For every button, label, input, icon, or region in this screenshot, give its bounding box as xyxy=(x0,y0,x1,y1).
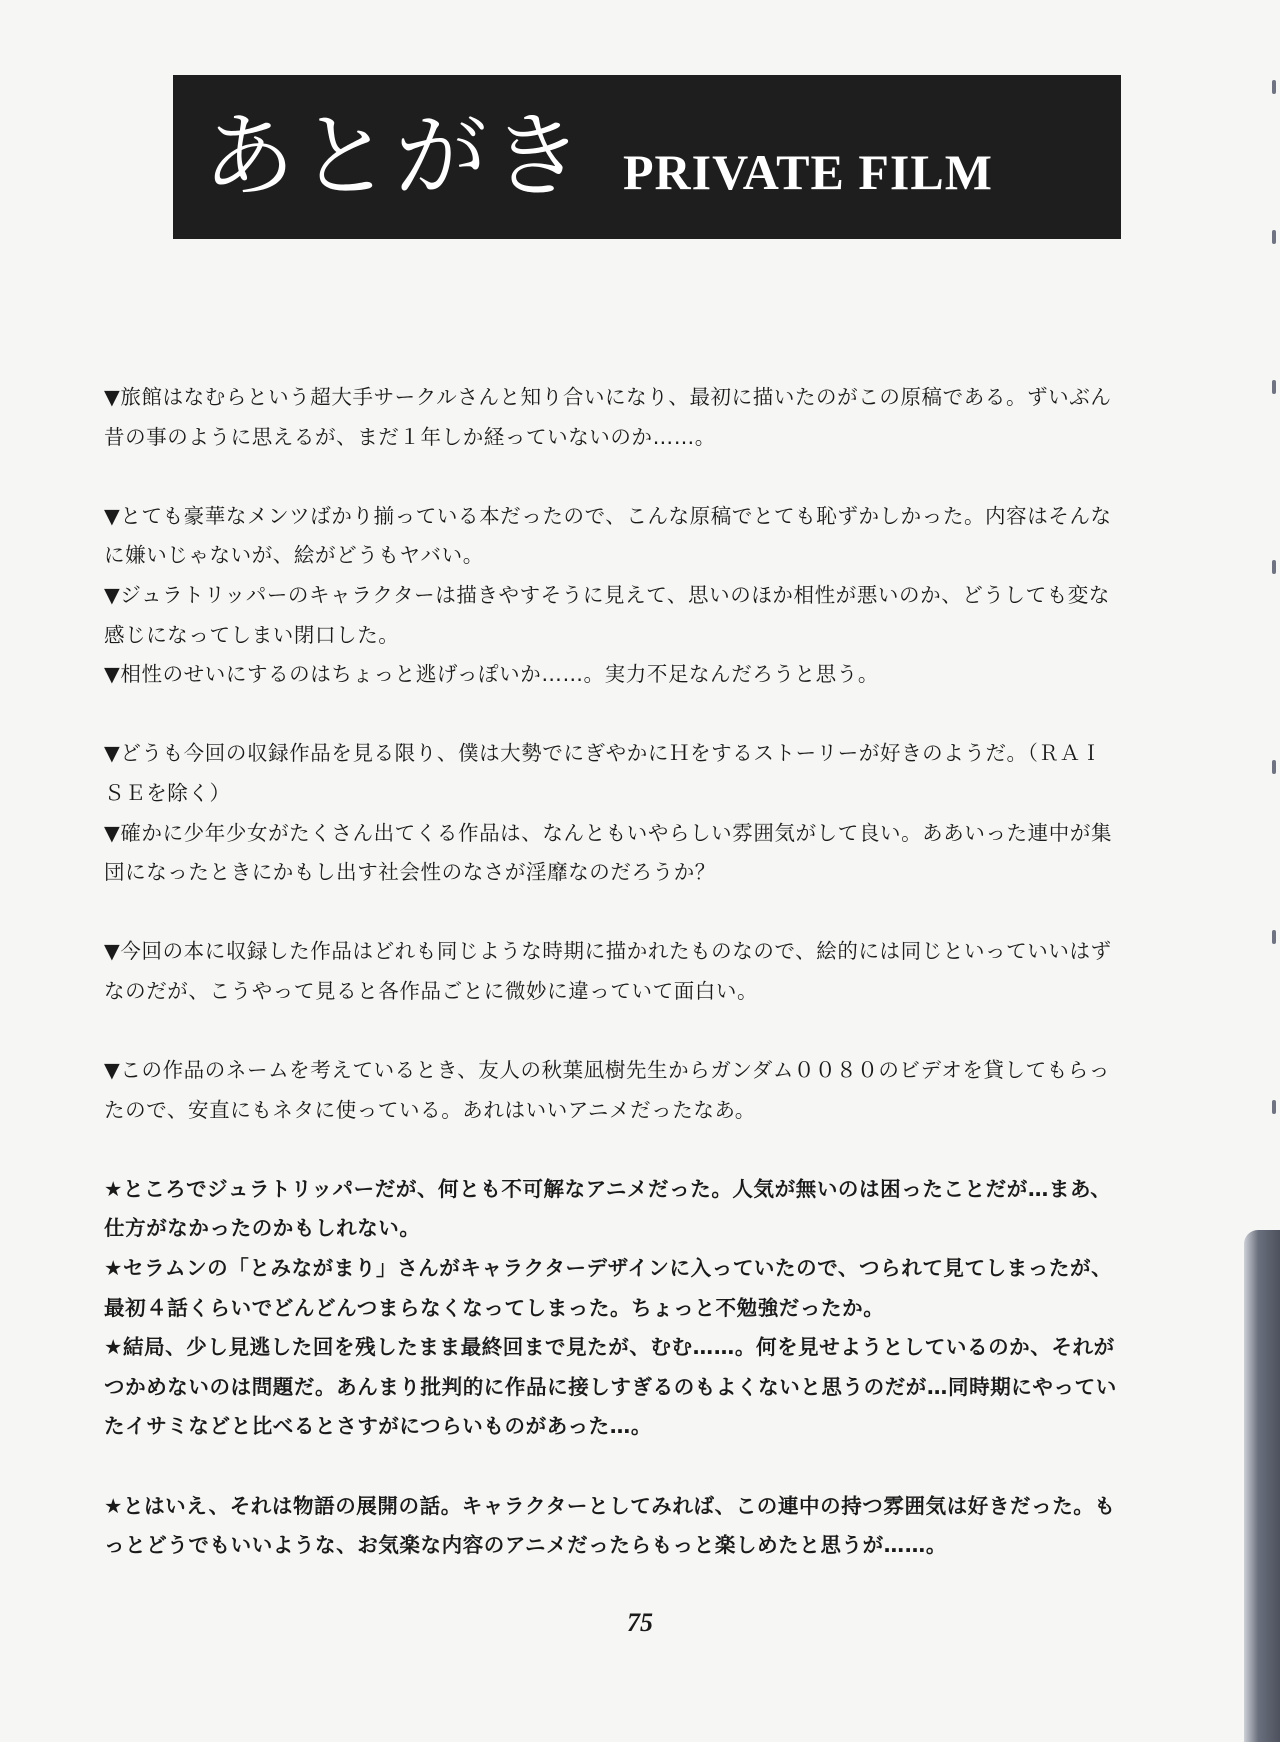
edge-mark xyxy=(1272,80,1276,94)
title-banner xyxy=(173,75,1121,239)
title-japanese: あとがき xyxy=(203,103,588,210)
text-line: ▼旅館はなむらという超大手サークルさんと知り合いになり、最初に描いたのがこの原稿である。ずいぶん xyxy=(104,385,1112,409)
paragraph-gap xyxy=(104,893,1156,933)
paragraph xyxy=(104,1487,1156,1566)
edge-mark xyxy=(1272,930,1276,944)
edge-mark xyxy=(1272,230,1276,244)
text-line: ▼今回の本に収録した作品はどれも同じような時期に描かれたものなので、絵的には同じといっていいはず xyxy=(104,939,1112,964)
text-line: ▼ジュラトリッパーのキャラクターは描きやすそうに見えて、思いのほか相性が悪いのか、どうしても変な xyxy=(104,582,1111,607)
text-line: ▼相性のせいにするのはちょっと逃げっぽいか……。実力不足なんだろうと思う。 xyxy=(104,662,879,687)
text-line: に嫌いじゃないが、絵がどうもヤバい。 xyxy=(104,543,484,568)
paragraph xyxy=(104,1051,1156,1130)
edge-mark xyxy=(1272,760,1276,774)
text-line: ▼どうも今回の収録作品を見る限り、僕は大勢でにぎやかにＨをするストーリーが好きのようだ。（ＲＡＩ xyxy=(104,741,1102,766)
text-line: ★セラムンの「とみながまり」さんがキャラクターデザインに入っていたので、つられて見てしまったが、 xyxy=(104,1256,1113,1281)
text-line: ▼この作品のネームを考えているとき、友人の秋葉凪樹先生からガンダム００８０のビデオを貸してもらっ xyxy=(104,1058,1111,1083)
paragraph xyxy=(104,1170,1156,1447)
text-line: たイサミなどと比べるとさすがにつらいものがあった…。 xyxy=(104,1414,652,1439)
page-number: 75 xyxy=(627,1608,653,1637)
paragraph-gap xyxy=(104,1012,1156,1052)
text-line: 最初４話くらいでどんどんつまらなくなってしまった。ちょっと不勉強だったか。 xyxy=(104,1295,885,1320)
edge-mark xyxy=(1272,380,1276,394)
text-line: ▼とても豪華なメンツばかり揃っている本だったので、こんな原稿でとても恥ずかしかった。内容はそんな xyxy=(104,503,1112,528)
text-line: っとどうでもいいような、お気楽な内容のアニメだったらもっと楽しめたと思うが……。 xyxy=(104,1533,947,1558)
paragraph xyxy=(104,932,1156,1011)
text-line: ▼確かに少年少女がたくさん出てくる作品は、なんともいやらしい雰囲気がして良い。ああいった連中が集 xyxy=(104,820,1113,845)
title-english: PRIVATE FILM xyxy=(623,144,993,200)
paragraph xyxy=(104,734,1156,892)
paragraph-gap xyxy=(104,1130,1156,1170)
paragraph xyxy=(104,497,1156,695)
paragraph-gap xyxy=(104,695,1156,735)
page-edge xyxy=(1220,0,1280,1742)
text-line: ＳＥを除く） xyxy=(104,780,231,805)
paragraph-gap xyxy=(104,457,1156,497)
text-line: なのだが、こうやって見ると各作品ごとに微妙に違っていて面白い。 xyxy=(104,978,759,1003)
text-line: ★ところでジュラトリッパーだが、何とも不可解なアニメだった。人気が無いのは困ったことだが…まあ、 xyxy=(104,1176,1112,1201)
text-line: たので、安直にもネタに使っている。あれはいいアニメだったなあ。 xyxy=(104,1097,756,1122)
text-line: つかめないのは問題だ。あんまり批判的に作品に接しすぎるのもよくないと思うのだが…同時期にやってい xyxy=(104,1374,1117,1399)
paragraph xyxy=(104,378,1156,457)
paragraph-gap xyxy=(104,1447,1156,1487)
text-line: 団になったときにかもし出す社会性のなさが淫靡なのだろうか？ xyxy=(104,860,716,885)
edge-mark xyxy=(1272,560,1276,574)
text-line: ★結局、少し見逃した回を残したまま最終回まで見たが、むむ……。何を見せようとしているのか、それが xyxy=(104,1335,1115,1360)
page-edge-shadow xyxy=(1244,1230,1280,1742)
afterword-body xyxy=(104,378,1156,1566)
text-line: 昔の事のように思えるが、まだ１年しか経っていないのか……。 xyxy=(104,424,716,449)
text-line: 感じになってしまい閉口した。 xyxy=(104,622,400,647)
text-line: ★とはいえ、それは物語の展開の話。キャラクターとしてみれば、この連中の持つ雰囲気は好きだった。も xyxy=(104,1493,1116,1518)
edge-mark xyxy=(1272,1100,1276,1114)
text-line: 仕方がなかったのかもしれない。 xyxy=(104,1216,421,1241)
